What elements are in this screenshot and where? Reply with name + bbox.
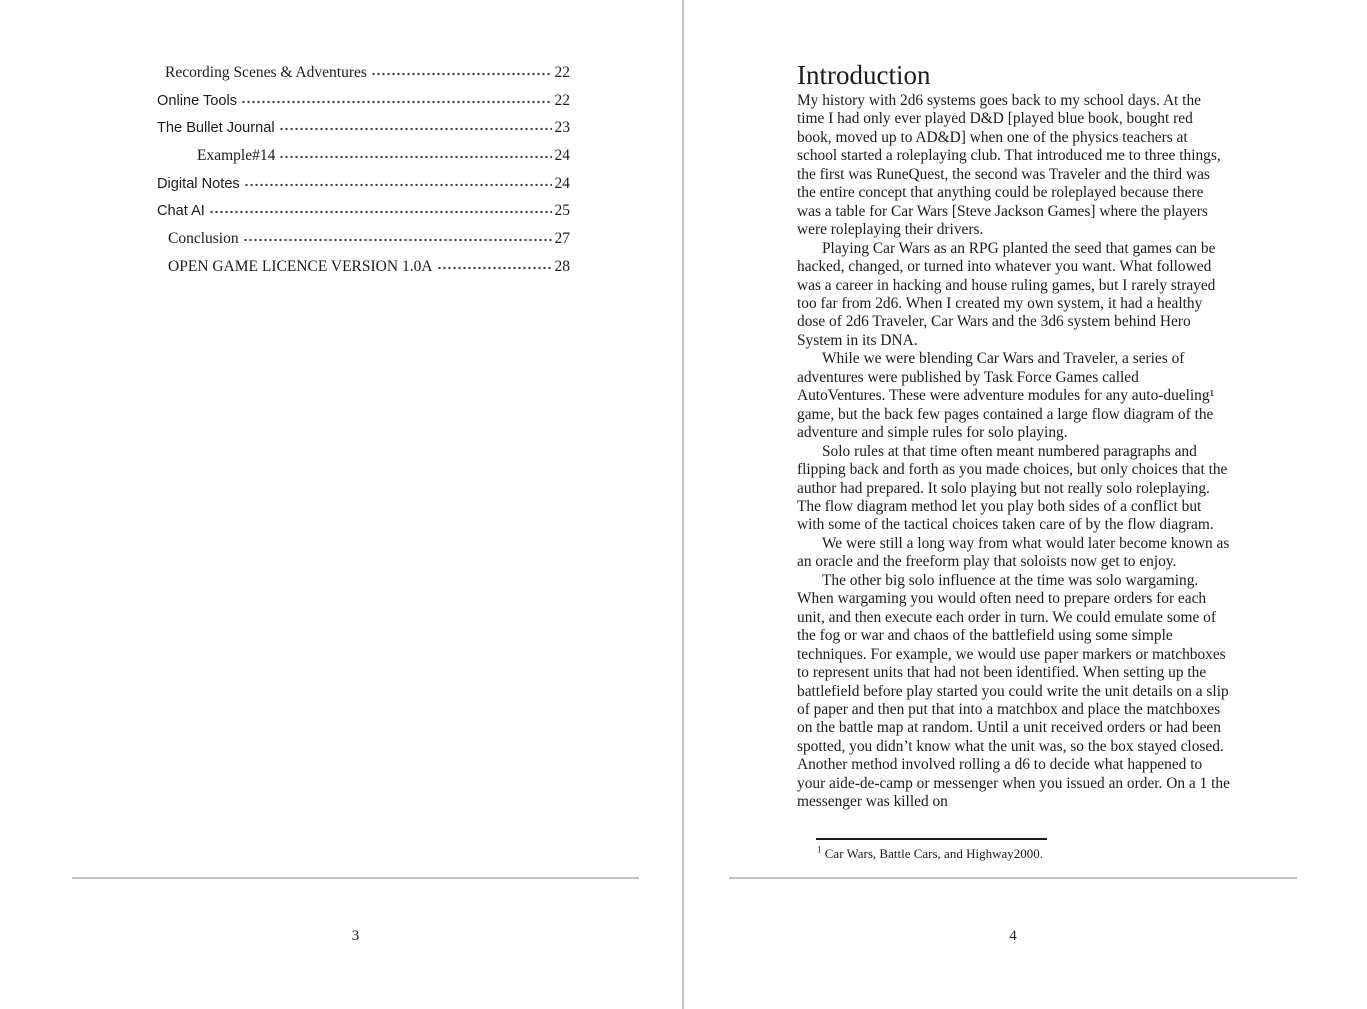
toc-entry-page: 24 [554,174,570,192]
toc-entry-page: 24 [554,146,570,164]
paragraph: While we were blending Car Wars and Traveler, a series of adventures were published by Task Force Games called AutoVentures. These were adventure modules for any auto-dueling¹ game, but the back few pages contained a large flow diagram of the adventure and simple rules for solo playing. [797,350,1215,442]
body-text [797,92,1230,812]
toc-entry-page: 27 [554,229,570,247]
toc-entry-page: 22 [554,91,570,109]
paragraph: Solo rules at that time often meant numbered paragraphs and flipping back and forth as you made choices, but only choices that the author had prepared. It solo playing but not really solo roleplaying. The flow diagram method let you play both sides of a conflict but with some of the tactical choices taken care of by the flow diagram. [797,442,1228,534]
left-page-number: 3 [351,928,360,944]
toc-entry[interactable] [165,59,570,87]
right-page-number: 4 [1009,928,1017,944]
paragraph: We were still a long way from what would later become known as an oracle and the freeform play that soloists now get to enjoy. [797,534,1230,571]
toc-leader-dots [279,155,551,159]
toc-entry[interactable] [157,197,570,225]
toc-leader-dots [241,100,551,104]
toc-entry[interactable] [157,87,570,115]
toc-entry-label: Chat AI [157,203,205,220]
toc-entry-label: Recording Scenes & Adventures [165,64,367,81]
toc-entry-label: The Bullet Journal [157,120,275,137]
toc-entry[interactable] [197,142,570,170]
toc-leader-dots [244,183,552,187]
toc-entry-label: Conclusion [168,229,239,247]
toc-entry[interactable] [168,225,570,253]
toc-entry-page: 28 [554,257,570,275]
toc-entry-label: Example#14 [197,146,276,164]
toc-entry-label: Digital Notes [157,175,240,192]
paragraph: The other big solo influence at the time was solo wargaming. When wargaming you would often need to prepare orders for each unit, and then execute each order in turn. We could emulate some of the fog or war and chaos of the battlefield using some simple techniques. For example, we would use paper markers or matchboxes to represent units that had not been identified. When setting up the battlefield before play started you could write the unit details on a slip of paper and then put that into a matchbox and place the matchboxes on the battle map at random. Until a unit received orders or had been spotted, you didn’t know what the unit was, so the box stayed closed. Another method involved rolling a d6 to decide what happened to your aide-de-camp or messenger when you issued an order. On a 1 the messenger was killed on [797,571,1230,811]
table-of-contents [157,59,570,280]
page-divider [682,0,684,1009]
toc-entry-label: Online Tools [157,92,238,109]
toc-entry[interactable] [168,253,570,281]
footnote-rule [816,838,1047,840]
toc-leader-dots [371,72,552,76]
toc-entry[interactable] [157,170,570,198]
right-footer-rule [729,877,1297,879]
toc-entry-label: OPEN GAME LICENCE VERSION 1.0A [168,257,433,275]
toc-entry[interactable] [157,114,570,142]
toc-leader-dots [437,266,552,270]
paragraph: Playing Car Wars as an RPG planted the seed that games can be hacked, changed, or turned into whatever you want. What followed was a career in hacking and house ruling games, but I rarely strayed too far from 2d6. When I created my own system, it had a healthy dose of 2d6 Traveler, Car Wars and the 3d6 system behind Hero System in its DNA. [797,239,1216,349]
paragraph: My history with 2d6 systems goes back to my school days. At the time I had only ever played D&D [played blue book, bought red book, moved up to AD&D] when one of the physics teachers at school started a roleplaying club. That introduced me to three things, the first was RuneQuest, the second was Traveler and the third was the entire concept that anything could be roleplayed because there was a table for Car Wars [Steve Jackson Games] where the players were roleplaying their drivers. [797,92,1221,239]
left-footer-rule [72,877,639,879]
section-heading: Introduction [797,60,931,90]
toc-entry-page: 22 [554,64,570,81]
footnote-marker: 1 [817,844,822,855]
toc-leader-dots [279,127,552,131]
toc-leader-dots [209,210,552,214]
footnote-text: Car Wars, Battle Cars, and Highway2000. [821,846,1043,861]
footnote [817,846,1247,862]
toc-entry-page: 25 [554,202,570,220]
toc-leader-dots [243,238,552,242]
toc-entry-page: 23 [554,119,570,137]
